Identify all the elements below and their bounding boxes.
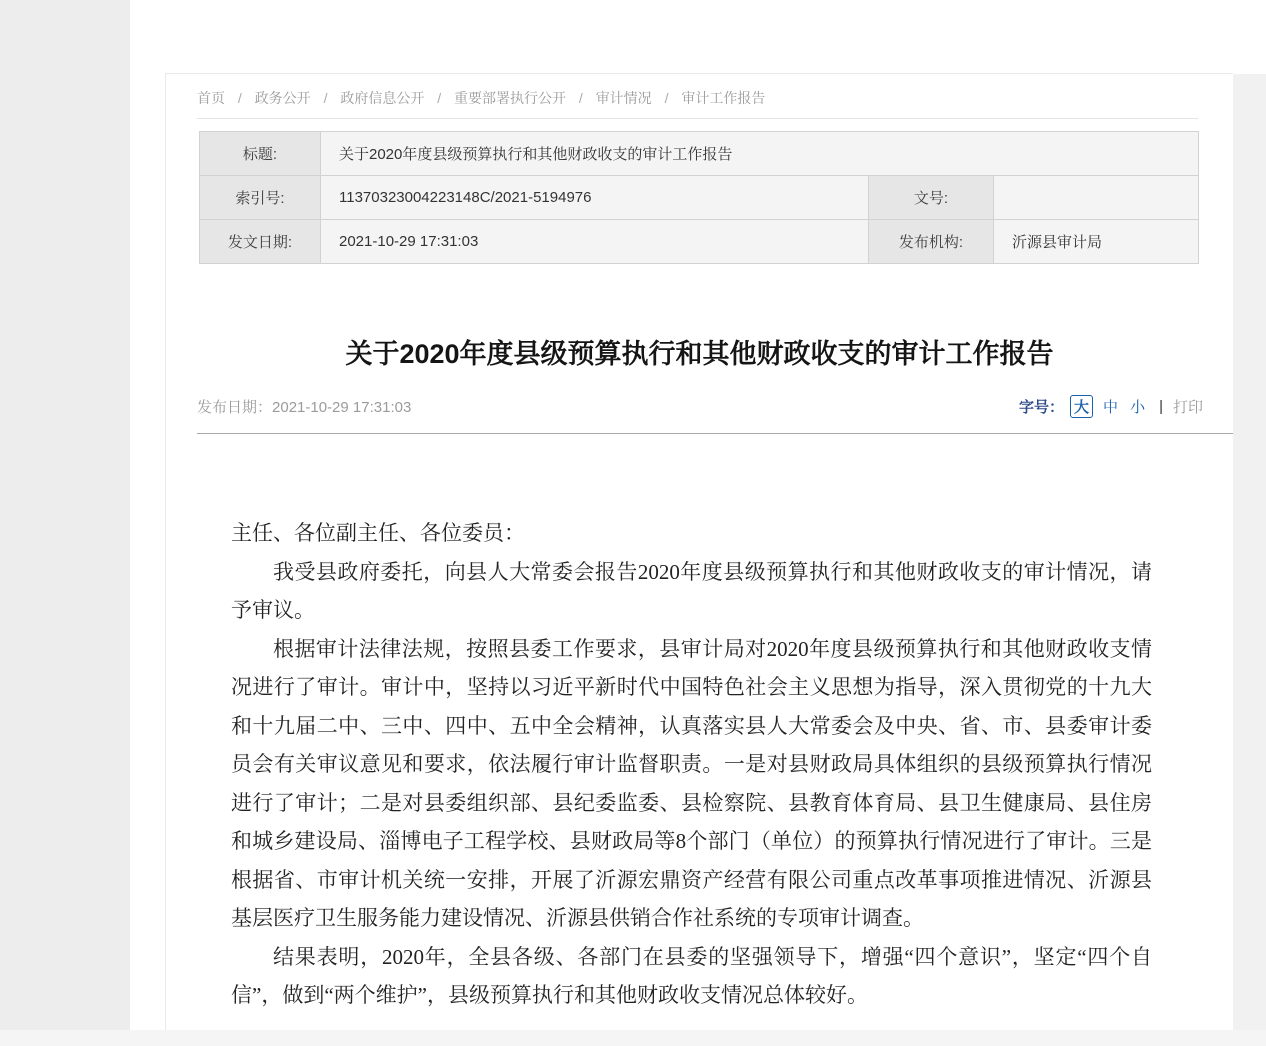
print-button[interactable]: 打印	[1172, 399, 1203, 416]
meta-label-doc-no: 文号:	[869, 176, 994, 220]
body-paragraph: 我受县政府委托，向县人大常委会报告2020年度县级预算执行和其他财政收支的审计情况，请予审议。	[231, 559, 1152, 622]
font-size-label: 字号：	[1019, 399, 1065, 416]
right-gutter	[1233, 74, 1266, 1030]
breadcrumb-item-gov-affairs[interactable]: 政务公开	[254, 90, 311, 106]
meta-value-index-no: 11370323004223148C/2021-5194976	[321, 176, 869, 220]
breadcrumb-item-audit-report[interactable]: 审计工作报告	[681, 90, 766, 106]
meta-value-issuing-org: 沂源县审计局	[994, 220, 1199, 264]
page-title: 关于2020年度县级预算执行和其他财政收支的审计工作报告	[345, 339, 1054, 369]
table-row	[200, 220, 1199, 264]
publish-date-label: 发布日期：	[197, 399, 273, 416]
breadcrumb-item-gov-info[interactable]: 政府信息公开	[340, 90, 425, 106]
meta-table	[199, 131, 1199, 264]
breadcrumb-divider	[197, 118, 1198, 119]
breadcrumb-item-deployment[interactable]: 重要部署执行公开	[454, 90, 567, 106]
font-size-controls	[1019, 395, 1203, 418]
font-size-medium-button[interactable]: 中	[1103, 399, 1119, 416]
title-divider	[197, 433, 1233, 434]
table-row	[200, 176, 1199, 220]
body-paragraph-salutation: 主任、各位副主任、各位委员：	[231, 521, 525, 545]
breadcrumb	[166, 74, 1233, 105]
article-meta-row	[197, 396, 1203, 417]
meta-label-title: 标题:	[200, 132, 321, 176]
bottom-bar	[0, 1030, 1266, 1046]
publish-date	[197, 396, 411, 417]
font-size-small-button[interactable]: 小	[1130, 399, 1146, 416]
breadcrumb-item-home[interactable]: 首页	[197, 90, 225, 106]
breadcrumb-separator: /	[323, 90, 328, 106]
breadcrumb-separator: /	[578, 90, 583, 106]
content-card	[165, 73, 1233, 1030]
meta-label-issue-date: 发文日期:	[200, 220, 321, 264]
body-paragraph: 结果表明，2020年，全县各级、各部门在县委的坚强领导下，增强“四个意识”，坚定“四个自信”，做到“两个维护”，县级预算执行和其他财政收支情况总体较好。	[231, 944, 1152, 1007]
article-body	[231, 514, 1152, 1015]
meta-label-index-no: 索引号:	[200, 176, 321, 220]
breadcrumb-separator: /	[664, 90, 669, 106]
controls-separator: |	[1159, 398, 1163, 415]
breadcrumb-separator: /	[237, 90, 242, 106]
meta-label-issuing-org: 发布机构:	[869, 220, 994, 264]
table-row	[200, 132, 1199, 176]
left-gutter	[0, 0, 130, 1030]
meta-value-doc-no	[994, 176, 1199, 220]
meta-value-title: 关于2020年度县级预算执行和其他财政收支的审计工作报告	[321, 132, 1199, 176]
breadcrumb-item-audit[interactable]: 审计情况	[595, 90, 652, 106]
breadcrumb-separator: /	[437, 90, 442, 106]
body-paragraph: 根据审计法律法规，按照县委工作要求，县审计局对2020年度县级预算执行和其他财政收支情况进行了审计。审计中，坚持以习近平新时代中国特色社会主义思想为指导，深入贯彻党的十九大和十九届二中、三中、四中、五中全会精神，认真落实县人大常委会及中央、省、市、县委审计委员会有关审议意见和要求，依法履行审计监督职责。一是对县财政局具体组织的县级预算执行情况进行了审计；二是对县委组织部、县纪委监委、县检察院、县教育体育局、县卫生健康局、县住房和城乡建设局、淄博电子工程学校、县财政局等8个部门（单位）的预算执行情况进行了审计。三是根据省、市审计机关统一安排，开展了沂源宏鼎资产经营有限公司重点改革事项推进情况、沂源县基层医疗卫生服务能力建设情况、沂源县供销合作社系统的专项审计调查。	[231, 636, 1152, 930]
meta-value-issue-date: 2021-10-29 17:31:03	[321, 220, 869, 264]
publish-date-value: 2021-10-29 17:31:03	[272, 399, 412, 416]
font-size-large-button[interactable]: 大	[1070, 395, 1093, 418]
